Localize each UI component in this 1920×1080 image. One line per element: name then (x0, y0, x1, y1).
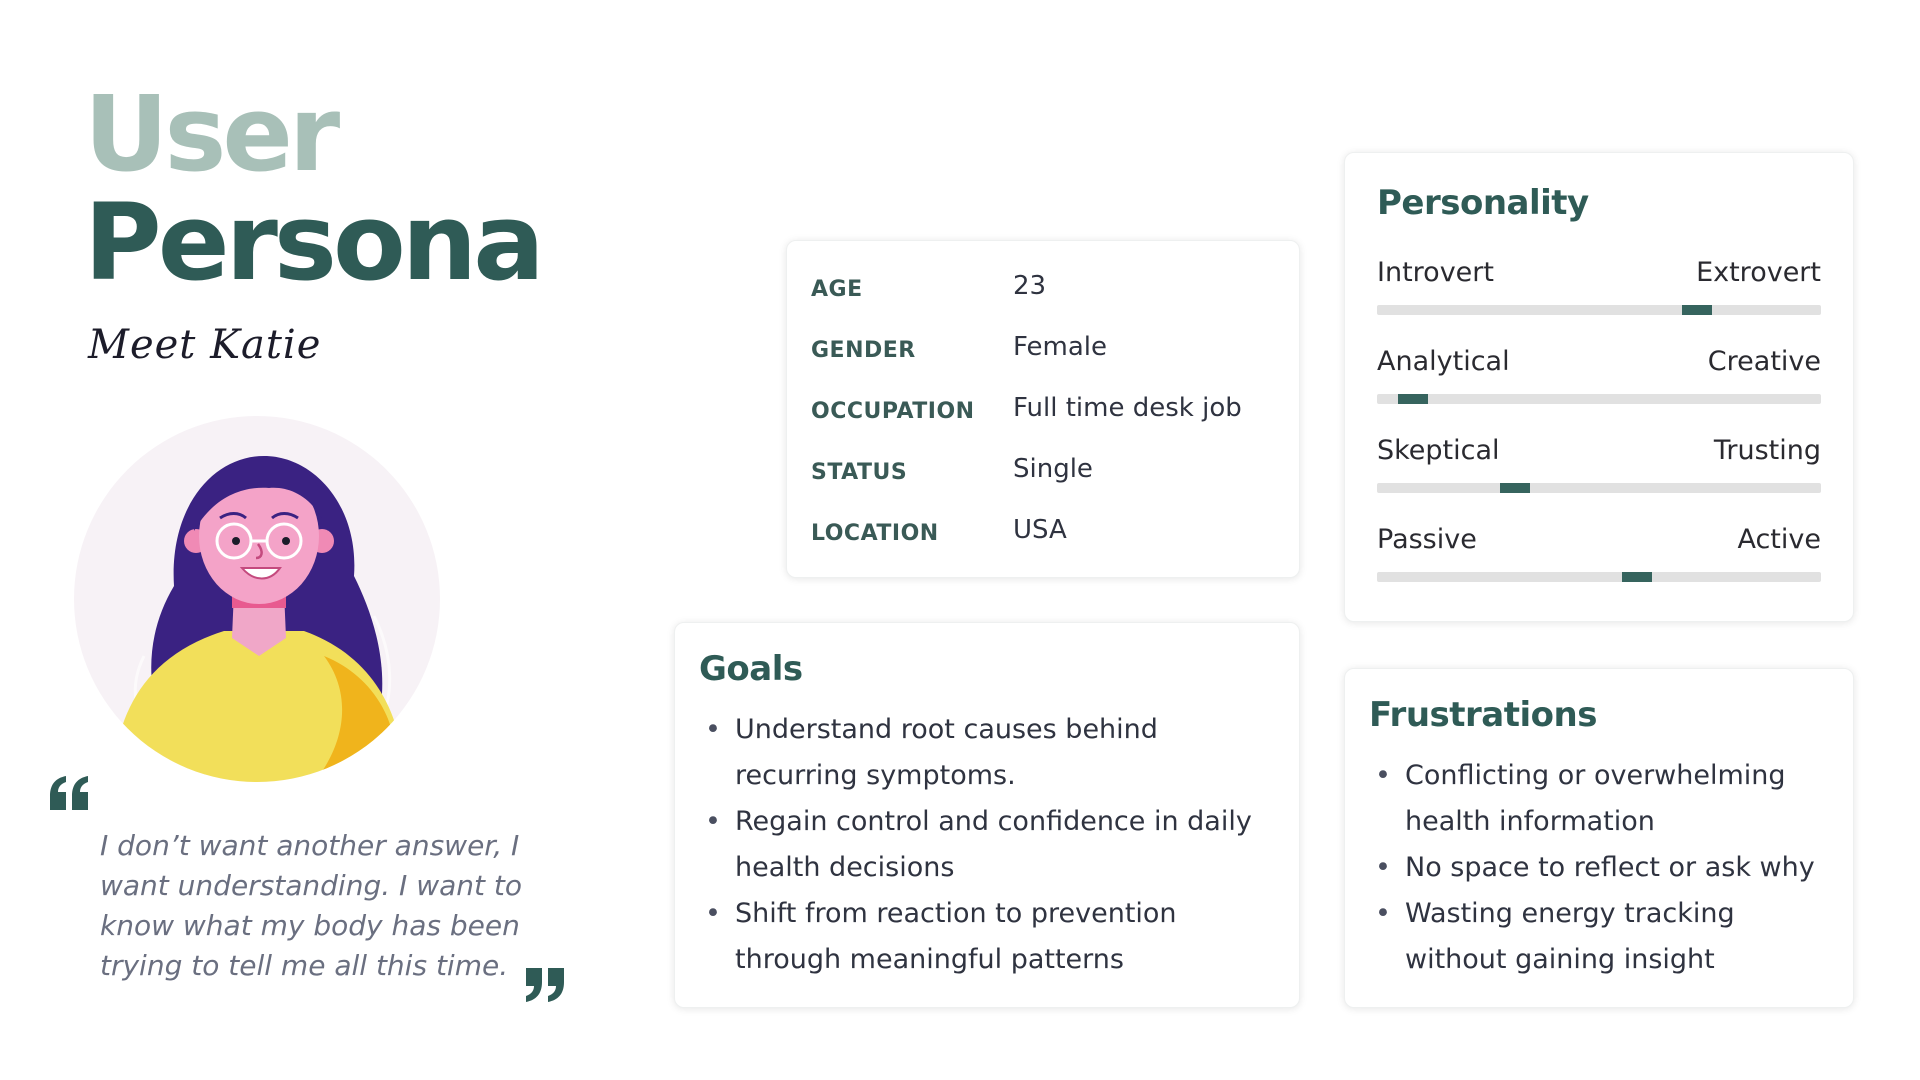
trait-knob (1500, 483, 1530, 493)
info-label: LOCATION (811, 521, 939, 546)
goal-item: • Regain control and confidence in daily health decisions (693, 799, 1283, 891)
persona-illustration (74, 416, 440, 782)
trait-analytical-creative (1377, 346, 1821, 426)
info-value: Full time desk job (1013, 393, 1242, 423)
goals-title: Goals (699, 649, 803, 689)
frustrations-title: Frustrations (1369, 695, 1597, 735)
trait-right-label: Active (1737, 524, 1821, 555)
goals-list (693, 707, 1283, 983)
frustrations-list (1363, 753, 1833, 983)
trait-right-label: Trusting (1713, 435, 1821, 466)
info-row-status (811, 450, 1275, 490)
trait-left-label: Passive (1377, 524, 1477, 555)
trait-left-label: Analytical (1377, 346, 1510, 377)
trait-introvert-extrovert (1377, 257, 1821, 337)
personality-title: Personality (1377, 183, 1589, 223)
info-value: Single (1013, 454, 1093, 484)
quote-open-icon (46, 770, 94, 818)
info-label: OCCUPATION (811, 399, 975, 424)
info-label: AGE (811, 277, 863, 302)
trait-skeptical-trusting (1377, 435, 1821, 515)
frustration-item: • Wasting energy tracking without gaining insight (1363, 891, 1833, 983)
trait-track (1377, 483, 1821, 493)
demographics-card (786, 240, 1300, 578)
subtitle-meet-katie: Meet Katie (88, 322, 322, 368)
frustration-item: • No space to reflect or ask why (1363, 845, 1833, 891)
title-line-persona: Persona (84, 181, 541, 304)
info-row-age (811, 267, 1275, 307)
info-value: USA (1013, 515, 1067, 545)
info-row-location (811, 511, 1275, 551)
info-row-occupation (811, 389, 1275, 429)
goals-card (674, 622, 1300, 1008)
trait-track (1377, 394, 1821, 404)
avatar (74, 416, 440, 782)
persona-quote: I don’t want another answer, I want understanding. I want to know what my body has been trying to tell me all this time. (100, 829, 522, 982)
trait-left-label: Introvert (1377, 257, 1494, 288)
trait-track (1377, 572, 1821, 582)
trait-right-label: Extrovert (1696, 257, 1821, 288)
info-label: STATUS (811, 460, 908, 485)
goal-item: • Understand root causes behind recurring symptoms. (693, 707, 1283, 799)
trait-right-label: Creative (1707, 346, 1821, 377)
info-label: GENDER (811, 338, 916, 363)
trait-knob (1398, 394, 1428, 404)
goal-item: • Shift from reaction to prevention through meaningful patterns (693, 891, 1283, 983)
quote-close-icon (520, 960, 568, 1008)
trait-left-label: Skeptical (1377, 435, 1500, 466)
title-line-user: User (84, 73, 337, 195)
frustration-item: • Conflicting or overwhelming health information (1363, 753, 1833, 845)
trait-track (1377, 305, 1821, 315)
trait-knob (1682, 305, 1712, 315)
info-row-gender (811, 328, 1275, 368)
trait-passive-active (1377, 524, 1821, 604)
info-value: 23 (1013, 271, 1047, 301)
frustrations-card (1344, 668, 1854, 1008)
info-value: Female (1013, 332, 1108, 362)
trait-knob (1622, 572, 1652, 582)
personality-card (1344, 152, 1854, 622)
